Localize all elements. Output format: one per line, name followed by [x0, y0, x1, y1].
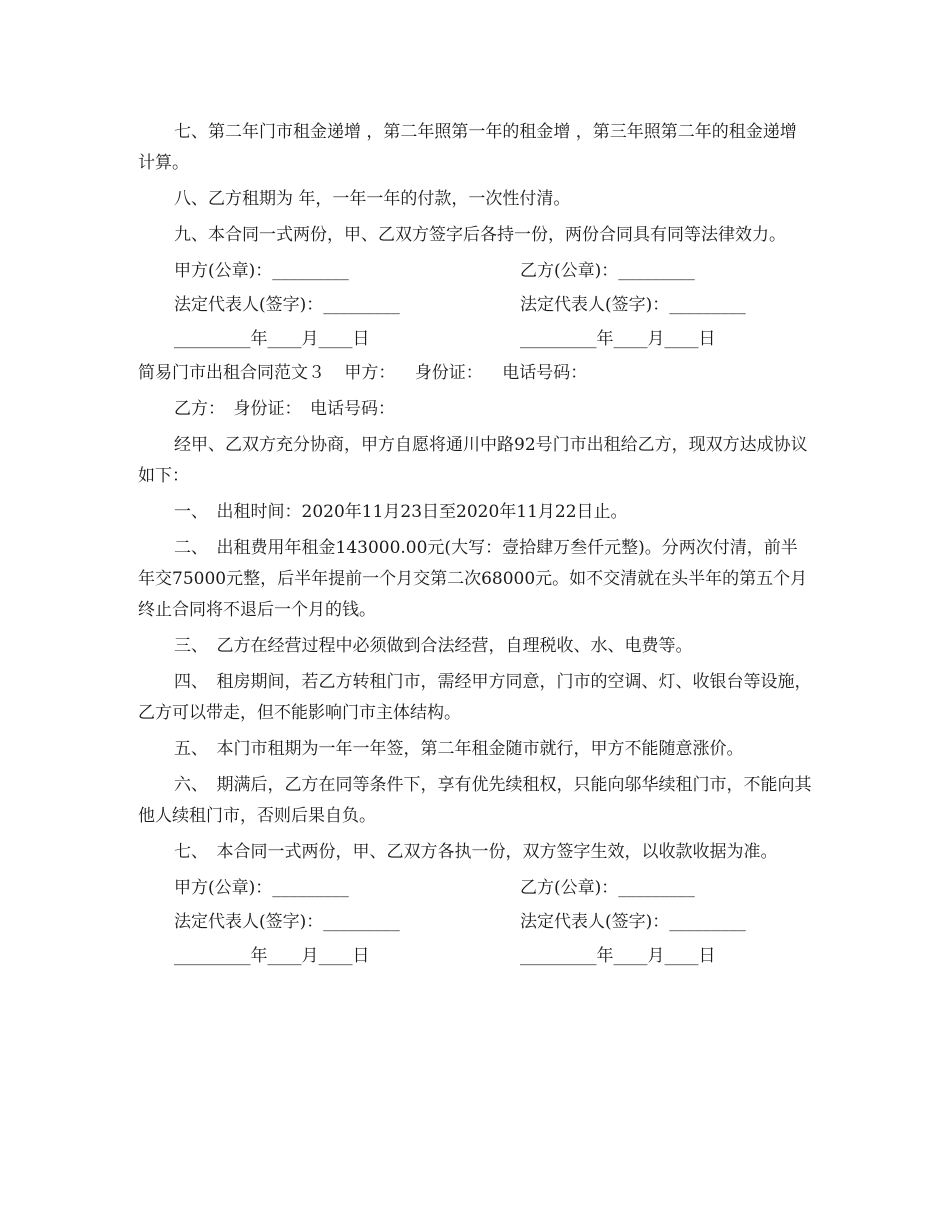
contract-title: 简易门市出租合同范文３	[138, 363, 325, 383]
party-b-seal: 乙方(公章)：_________	[520, 261, 695, 281]
clause-5-renewal-terms: 五、 本门市租期为一年一年签，第二年租金随市就行，甲方不能随意涨价。	[174, 739, 744, 759]
clause-7-rent-increase: 七、第二年门市租金递增 ，第二年照第一年的租金增 ，第三年照第二年的租金递增 计算。	[138, 122, 797, 173]
signature-row-date	[138, 324, 814, 358]
party-a-representative: 法定代表人(签字)：_________	[174, 295, 400, 315]
signature-row-seal-2	[138, 873, 814, 907]
clause-2-rental-fee: 二、 出租费用年租金143000.00元(大写：壹拾肆万叁仟元整)。分两次付清，前半年交75000元整，后半年提前一个月交第二次68000元。如不交清就在头半年的第五个月终止合同将不退后一个月的钱。	[138, 538, 808, 620]
signature-row-date-2	[138, 941, 814, 975]
party-b-representative: 法定代表人(签字)：_________	[520, 295, 746, 315]
clause-9-copies: 九、本合同一式两份，甲、乙双方签字后各持一份，两份合同具有同等法律效力。	[174, 225, 786, 245]
clause-4-sublease: 四、 租房期间，若乙方转租门市，需经甲方同意，门市的空调、灯、收银台等设施，乙方可以带走，但不能影响门市主体结构。	[138, 672, 812, 723]
contract-body	[138, 117, 814, 975]
clause-7-copies: 七、 本合同一式两份，甲、乙双方各执一份，双方签字生效，以收款收据为准。	[174, 842, 778, 862]
clause-8-lease-term: 八、乙方租期为 年，一年一年的付款，一次性付清。	[174, 189, 571, 209]
party-a-label: 甲方：	[344, 363, 396, 383]
party-b-seal-2: 乙方(公章)：_________	[520, 878, 695, 898]
clause-3-lawful-operation: 三、 乙方在经营过程中必须做到合法经营，自理税收、水、电费等。	[174, 636, 693, 656]
clause-6-priority-renewal: 六、 期满后，乙方在同等条件下，享有优先续租权，只能向邬华续租门市，不能向其他人续租门市，否则后果自负。	[138, 775, 812, 826]
party-b-info: 乙方： 身份证： 电话号码：	[174, 399, 395, 419]
signature-row-seal	[138, 256, 814, 290]
party-a-id-label: 身份证：	[414, 363, 483, 383]
party-a-date: _________年____月____日	[174, 329, 370, 349]
clause-1-rental-period: 一、 出租时间：2020年11月23日至2020年11月22日止。	[174, 502, 628, 522]
party-b-date-2: _________年____月____日	[520, 946, 716, 966]
party-a-seal-2: 甲方(公章)：_________	[174, 878, 349, 898]
signature-row-rep-2	[138, 907, 814, 941]
party-a-phone-label: 电话号码：	[502, 363, 588, 383]
party-a-seal: 甲方(公章)：_________	[174, 261, 349, 281]
agreement-intro: 经甲、乙双方充分协商，甲方自愿将通川中路92号门市出租给乙方，现双方达成协议如下：	[138, 435, 808, 486]
signature-row-rep	[138, 290, 814, 324]
party-a-representative-2: 法定代表人(签字)：_________	[174, 912, 400, 932]
contract-3-heading	[138, 358, 814, 389]
party-b-date: _________年____月____日	[520, 329, 716, 349]
party-b-representative-2: 法定代表人(签字)：_________	[520, 912, 746, 932]
party-a-date-2: _________年____月____日	[174, 946, 370, 966]
